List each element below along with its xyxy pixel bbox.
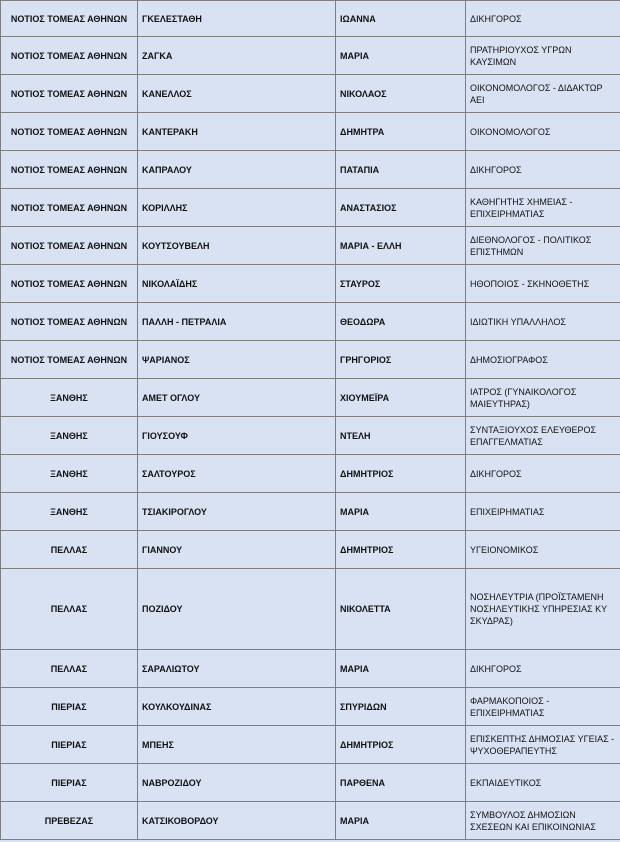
surname-cell: ΖΑΓΚΑ <box>138 37 336 75</box>
surname-cell: ΚΟΥΛΚΟΥΔΙΝΑΣ <box>138 688 336 726</box>
table-row <box>1 75 620 113</box>
table-row <box>1 417 620 455</box>
firstname-cell: ΜΑΡΙΑ <box>336 493 466 531</box>
table-row <box>1 688 620 726</box>
region-cell: ΞΑΝΘΗΣ <box>1 417 138 455</box>
profession-cell: ΣΥΜΒΟΥΛΟΣ ΔΗΜΟΣΙΩΝ ΣΧΕΣΕΩΝ ΚΑΙ ΕΠΙΚΟΙΝΩΝΙΑΣ <box>466 802 620 840</box>
region-cell: ΝΟΤΙΟΣ ΤΟΜΕΑΣ ΑΘΗΝΩΝ <box>1 303 138 341</box>
firstname-cell: ΑΝΑΣΤΑΣΙΟΣ <box>336 189 466 227</box>
profession-cell: ΔΙΚΗΓΟΡΟΣ <box>466 455 620 493</box>
region-cell: ΠΕΛΛΑΣ <box>1 569 138 650</box>
region-cell: ΝΟΤΙΟΣ ΤΟΜΕΑΣ ΑΘΗΝΩΝ <box>1 75 138 113</box>
profession-cell: ΙΑΤΡΟΣ (ΓΥΝΑΙΚΟΛΟΓΟΣ ΜΑΙΕΥΤΗΡΑΣ) <box>466 379 620 417</box>
surname-cell: ΑΜΕΤ ΟΓΛΟΥ <box>138 379 336 417</box>
profession-cell: ΟΙΚΟΝΟΜΟΛΟΓΟΣ <box>466 113 620 151</box>
firstname-cell: ΔΗΜΗΤΡΙΟΣ <box>336 455 466 493</box>
profession-cell: ΔΙΚΗΓΟΡΟΣ <box>466 151 620 189</box>
profession-cell: ΦΑΡΜΑΚΟΠΟΙΟΣ - ΕΠΙΧΕΙΡΗΜΑΤΙΑΣ <box>466 688 620 726</box>
profession-cell: ΠΡΑΤΗΡΙΟΥΧΟΣ ΥΓΡΩΝ ΚΑΥΣΙΜΩΝ <box>466 37 620 75</box>
table-row <box>1 113 620 151</box>
surname-cell: ΠΟΖΙΔΟΥ <box>138 569 336 650</box>
profession-cell: ΔΙΚΗΓΟΡΟΣ <box>466 650 620 688</box>
surname-cell: ΚΟΥΤΣΟΥΒΕΛΗ <box>138 227 336 265</box>
surname-cell: ΤΣΙΑΚΙΡΟΓΛΟΥ <box>138 493 336 531</box>
table-row <box>1 650 620 688</box>
region-cell: ΝΟΤΙΟΣ ΤΟΜΕΑΣ ΑΘΗΝΩΝ <box>1 1 138 37</box>
firstname-cell: ΣΤΑΥΡΟΣ <box>336 265 466 303</box>
firstname-cell: ΜΑΡΙΑ <box>336 650 466 688</box>
profession-cell: ΣΥΝΤΑΞΙΟΥΧΟΣ ΕΛΕΥΘΕΡΟΣ ΕΠΑΓΓΕΛΜΑΤΙΑΣ <box>466 417 620 455</box>
table-row <box>1 569 620 650</box>
profession-cell: ΙΔΙΩΤΙΚΗ ΥΠΑΛΛΗΛΟΣ <box>466 303 620 341</box>
profession-cell: ΔΙΕΘΝΟΛΟΓΟΣ - ΠΟΛΙΤΙΚΟΣ ΕΠΙΣΤΗΜΩΝ <box>466 227 620 265</box>
profession-cell: ΥΓΕΙΟΝΟΜΙΚΟΣ <box>466 531 620 569</box>
table-row <box>1 227 620 265</box>
table-row <box>1 37 620 75</box>
profession-cell: ΗΘΟΠΟΙΟΣ - ΣΚΗΝΟΘΕΤΗΣ <box>466 265 620 303</box>
surname-cell: ΚΑΝΤΕΡΑΚΗ <box>138 113 336 151</box>
table-row <box>1 1 620 37</box>
surname-cell: ΜΠΕΗΣ <box>138 726 336 764</box>
region-cell: ΠΡΕΒΕΖΑΣ <box>1 802 138 840</box>
firstname-cell: ΔΗΜΗΤΡΙΟΣ <box>336 531 466 569</box>
surname-cell: ΣΑΡΑΛΙΩΤΟΥ <box>138 650 336 688</box>
region-cell: ΞΑΝΘΗΣ <box>1 493 138 531</box>
table-row <box>1 303 620 341</box>
table-row <box>1 151 620 189</box>
surname-cell: ΚΑΠΡΑΛΟΥ <box>138 151 336 189</box>
surname-cell: ΓΚΕΛΕΣΤΑΘΗ <box>138 1 336 37</box>
table-row <box>1 341 620 379</box>
firstname-cell: ΓΡΗΓΟΡΙΟΣ <box>336 341 466 379</box>
region-cell: ΠΕΛΛΑΣ <box>1 531 138 569</box>
region-cell: ΞΑΝΘΗΣ <box>1 455 138 493</box>
surname-cell: ΚΑΝΕΛΛΟΣ <box>138 75 336 113</box>
surname-cell: ΝΙΚΟΛΑΪΔΗΣ <box>138 265 336 303</box>
table-row <box>1 265 620 303</box>
firstname-cell: ΙΩΑΝΝΑ <box>336 1 466 37</box>
surname-cell: ΨΑΡΙΑΝΟΣ <box>138 341 336 379</box>
firstname-cell: ΜΑΡΙΑ - ΕΛΛΗ <box>336 227 466 265</box>
firstname-cell: ΔΗΜΗΤΡΑ <box>336 113 466 151</box>
profession-cell: ΕΚΠΑΙΔΕΥΤΙΚΟΣ <box>466 764 620 802</box>
firstname-cell: ΔΗΜΗΤΡΙΟΣ <box>336 726 466 764</box>
table-row <box>1 764 620 802</box>
region-cell: ΞΑΝΘΗΣ <box>1 379 138 417</box>
profession-cell: ΟΙΚΟΝΟΜΟΛΟΓΟΣ - ΔΙΔΑΚΤΩΡ ΑΕΙ <box>466 75 620 113</box>
firstname-cell: ΠΑΡΘΕΝΑ <box>336 764 466 802</box>
region-cell: ΝΟΤΙΟΣ ΤΟΜΕΑΣ ΑΘΗΝΩΝ <box>1 37 138 75</box>
region-cell: ΝΟΤΙΟΣ ΤΟΜΕΑΣ ΑΘΗΝΩΝ <box>1 265 138 303</box>
surname-cell: ΓΙΑΝΝΟΥ <box>138 531 336 569</box>
profession-cell: ΝΟΣΗΛΕΥΤΡΙΑ (ΠΡΟΪΣΤΑΜΕΝΗ ΝΟΣΗΛΕΥΤΙΚΗΣ ΥΠΗΡΕΣΙΑΣ ΚΥ ΣΚΥΔΡΑΣ) <box>466 569 620 650</box>
firstname-cell: ΘΕΟΔΩΡΑ <box>336 303 466 341</box>
table-row <box>1 802 620 840</box>
surname-cell: ΣΑΛΤΟΥΡΟΣ <box>138 455 336 493</box>
profession-cell: ΕΠΙΧΕΙΡΗΜΑΤΙΑΣ <box>466 493 620 531</box>
surname-cell: ΚΟΡΙΛΛΗΣ <box>138 189 336 227</box>
surname-cell: ΚΑΤΣΙΚΟΒΟΡΔΟΥ <box>138 802 336 840</box>
firstname-cell: ΝΙΚΟΛΕΤΤΑ <box>336 569 466 650</box>
firstname-cell: ΜΑΡΙΑ <box>336 802 466 840</box>
surname-cell: ΠΑΛΛΗ - ΠΕΤΡΑΛΙΑ <box>138 303 336 341</box>
surname-cell: ΝΑΒΡΟΖΙΔΟΥ <box>138 764 336 802</box>
profession-cell: ΕΠΙΣΚΕΠΤΗΣ ΔΗΜΟΣΙΑΣ ΥΓΕΙΑΣ - ΨΥΧΟΘΕΡΑΠΕΥΤΗΣ <box>466 726 620 764</box>
candidates-table-body <box>1 1 620 840</box>
region-cell: ΠΙΕΡΙΑΣ <box>1 726 138 764</box>
region-cell: ΠΙΕΡΙΑΣ <box>1 764 138 802</box>
profession-cell: ΔΗΜΟΣΙΟΓΡΑΦΟΣ <box>466 341 620 379</box>
firstname-cell: ΝΤΕΛΗ <box>336 417 466 455</box>
surname-cell: ΓΙΟΥΣΟΥΦ <box>138 417 336 455</box>
table-row <box>1 493 620 531</box>
firstname-cell: ΜΑΡΙΑ <box>336 37 466 75</box>
region-cell: ΝΟΤΙΟΣ ΤΟΜΕΑΣ ΑΘΗΝΩΝ <box>1 189 138 227</box>
table-row <box>1 531 620 569</box>
firstname-cell: ΣΠΥΡΙΔΩΝ <box>336 688 466 726</box>
firstname-cell: ΝΙΚΟΛΑΟΣ <box>336 75 466 113</box>
table-row <box>1 189 620 227</box>
region-cell: ΝΟΤΙΟΣ ΤΟΜΕΑΣ ΑΘΗΝΩΝ <box>1 151 138 189</box>
table-row <box>1 379 620 417</box>
region-cell: ΠΕΛΛΑΣ <box>1 650 138 688</box>
profession-cell: ΚΑΘΗΓΗΤΗΣ ΧΗΜΕΙΑΣ - ΕΠΙΧΕΙΡΗΜΑΤΙΑΣ <box>466 189 620 227</box>
region-cell: ΠΙΕΡΙΑΣ <box>1 688 138 726</box>
region-cell: ΝΟΤΙΟΣ ΤΟΜΕΑΣ ΑΘΗΝΩΝ <box>1 341 138 379</box>
region-cell: ΝΟΤΙΟΣ ΤΟΜΕΑΣ ΑΘΗΝΩΝ <box>1 113 138 151</box>
region-cell: ΝΟΤΙΟΣ ΤΟΜΕΑΣ ΑΘΗΝΩΝ <box>1 227 138 265</box>
table-row <box>1 726 620 764</box>
firstname-cell: ΠΑΤΑΠΙΑ <box>336 151 466 189</box>
table-row <box>1 455 620 493</box>
profession-cell: ΔΙΚΗΓΟΡΟΣ <box>466 1 620 37</box>
firstname-cell: ΧΙΟΥΜΕΪΡΑ <box>336 379 466 417</box>
